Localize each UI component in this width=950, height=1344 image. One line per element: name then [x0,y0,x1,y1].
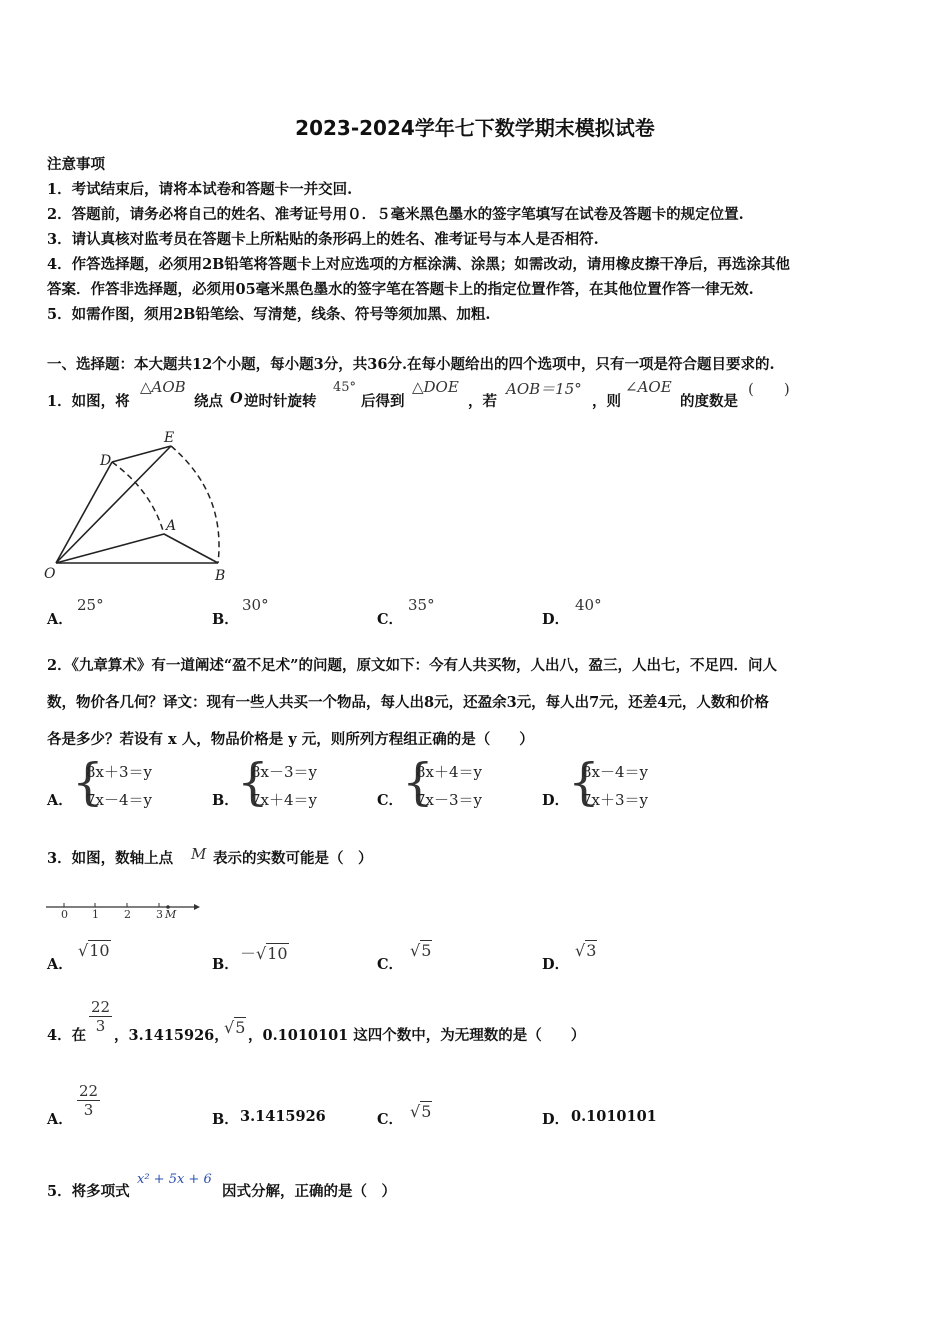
rotation-figure [40,425,240,590]
q4-option-b[interactable]: B． [212,1111,239,1128]
q1-option-c-value: 35° [408,596,435,614]
q1-text: 逆时针旋转 [244,393,317,410]
equation: 8x＋4＝y [416,763,483,781]
q3-option-c-value: √5 [410,941,432,960]
equation: 7x＋4＝y [251,791,318,809]
q4-option-a[interactable]: A． [47,1111,73,1128]
tick-label: 0 [61,908,68,921]
q4-fraction: $\frac{22}{3}$ [91,998,111,1035]
q2-line: 各是多少？若设有 x 人，物品价格是 y 元，则所列方程组正确的是（ ） [47,731,534,748]
tick-label-m: M [165,908,177,921]
label-o: O [44,566,56,582]
q1-math-aoe: ∠AOE [625,378,672,396]
brace-icon: { [568,753,600,811]
q4-option-d-value: 0.1010101 [571,1108,657,1125]
q3-option-a[interactable]: A． [47,956,73,973]
section-heading: 一、选择题：本大题共12个小题，每小题3分，共36分.在每小题给出的四个选项中，只有一项是符合题目要求的. [47,356,775,373]
q2-option-a[interactable]: A． [47,792,73,809]
segment-oa [56,534,164,563]
tick-label: 1 [92,908,99,921]
q2-line: 2．《九章算术》有一道阐述“盈不足术”的问题，原文如下：今有人共买物，人出八，盈三，人出七，不足四．问人 [47,657,778,674]
q3-option-d-value: √3 [575,941,597,960]
q1-angle: 45° [333,380,357,395]
equation: 7x－3＝y [416,791,483,809]
q4-option-a-value: $\frac{22}{3}$ [79,1082,99,1119]
q1-option-b-value: 30° [242,596,269,614]
q1-text: 后得到 [361,393,405,410]
q5-polynomial: x² + 5x + 6 [137,1172,212,1187]
equation: 7x＋3＝y [582,791,649,809]
q3-option-a-value: √10 [78,941,110,960]
brace-icon: { [402,753,434,811]
q3-point-m: M [191,845,207,863]
q1-text: ，若 [468,393,497,410]
number-line [44,896,204,922]
q2-option-b[interactable]: B． [212,792,239,809]
q5-text: 因式分解，正确的是（ ） [222,1183,396,1200]
q3-option-b[interactable]: B． [212,956,239,973]
q1-option-d[interactable]: D． [542,611,570,628]
page-title: 2023-2024学年七下数学期末模拟试卷 [295,116,655,140]
q1-math-aob: △AOB [140,378,186,396]
q3-option-c[interactable]: C． [377,956,404,973]
arrow-icon [194,904,200,910]
q3-option-b-value: －√10 [240,944,288,963]
label-e: E [164,430,175,446]
label-b: B [215,568,226,584]
notice-heading: 注意事项 [47,156,105,173]
segment-od [56,462,112,563]
q1-text: 1．如图，将 [47,393,130,410]
q1-option-a-value: 25° [77,596,104,614]
q2-option-c-system [416,758,482,814]
notice-item: 1．考试结束后，请将本试卷和答题卡一并交回. [47,181,353,198]
notice-item: 2．答题前，请务必将自己的姓名、准考证号用０．５毫米黑色墨水的签字笔填写在试卷及答题卡的规定位置. [47,206,744,223]
arc-be [171,446,219,563]
equation: 7x－4＝y [86,791,153,809]
notice-item: 5．如需作图，须用2B铅笔绘、写清楚，线条、符号等须加黑、加粗. [47,306,491,323]
q4-option-c-value: √5 [410,1102,432,1121]
brace-icon: { [237,753,269,811]
q2-option-b-system [251,758,317,814]
q2-option-d-system [582,758,648,814]
q2-option-a-system [86,758,152,814]
q4-text: ，0.1010101 这四个数中，为无理数的是（ ） [248,1027,586,1044]
q1-option-b[interactable]: B． [212,611,239,628]
q4-sqrt: √5 [224,1018,246,1037]
tick-label: 3 [156,908,163,921]
equation: 8x＋3＝y [86,763,153,781]
equation: 8x－3＝y [251,763,318,781]
q1-text: 绕点 [194,393,223,410]
label-a: A [166,518,177,534]
q2-option-c[interactable]: C． [377,792,404,809]
q1-paren: ( ) [748,380,790,398]
q1-text: ，则 [592,393,621,410]
notice-item: 答案．作答非选择题，必须用05毫米黑色墨水的签字笔在答题卡上的指定位置作答，在其他位置作答一律无效. [47,281,754,298]
q3-option-d[interactable]: D． [542,956,570,973]
q3-text: 表示的实数可能是（ ） [213,850,373,867]
label-d: D [100,453,112,469]
q4-option-b-value: 3.1415926 [240,1108,326,1125]
q4-text: 4．在 [47,1027,87,1044]
q1-option-a[interactable]: A． [47,611,73,628]
q5-text: 5．将多项式 [47,1183,130,1200]
equation: 8x－4＝y [582,763,649,781]
brace-icon: { [72,753,104,811]
q2-line: 数，物价各几何？译文：现有一些人共买一个物品，每人出8元，还盈余3元，每人出7元，还差4元，人数和价格 [47,694,769,711]
q1-math-doe: △DOE [412,378,459,396]
notice-item: 3．请认真核对监考员在答题卡上所粘贴的条形码上的姓名、准考证号与本人是否相符. [47,231,599,248]
tick-label: 2 [124,908,131,921]
notice-item: 4．作答选择题，必须用2B铅笔将答题卡上对应选项的方框涂满、涂黑；如需改动，请用橡皮擦干净后，再选涂其他 [47,256,790,273]
q1-math-given: AOB＝15° [506,380,582,398]
q1-option-c[interactable]: C． [377,611,404,628]
q1-point-o: O [230,390,243,407]
q2-option-d[interactable]: D． [542,792,570,809]
q4-option-c[interactable]: C． [377,1111,404,1128]
segment-ab [164,534,218,563]
q4-option-d[interactable]: D． [542,1111,570,1128]
q1-option-d-value: 40° [575,596,602,614]
q4-text: ，3.1415926， [114,1027,229,1044]
q3-text: 3．如图，数轴上点 [47,850,174,867]
q1-text: 的度数是 [680,393,738,410]
